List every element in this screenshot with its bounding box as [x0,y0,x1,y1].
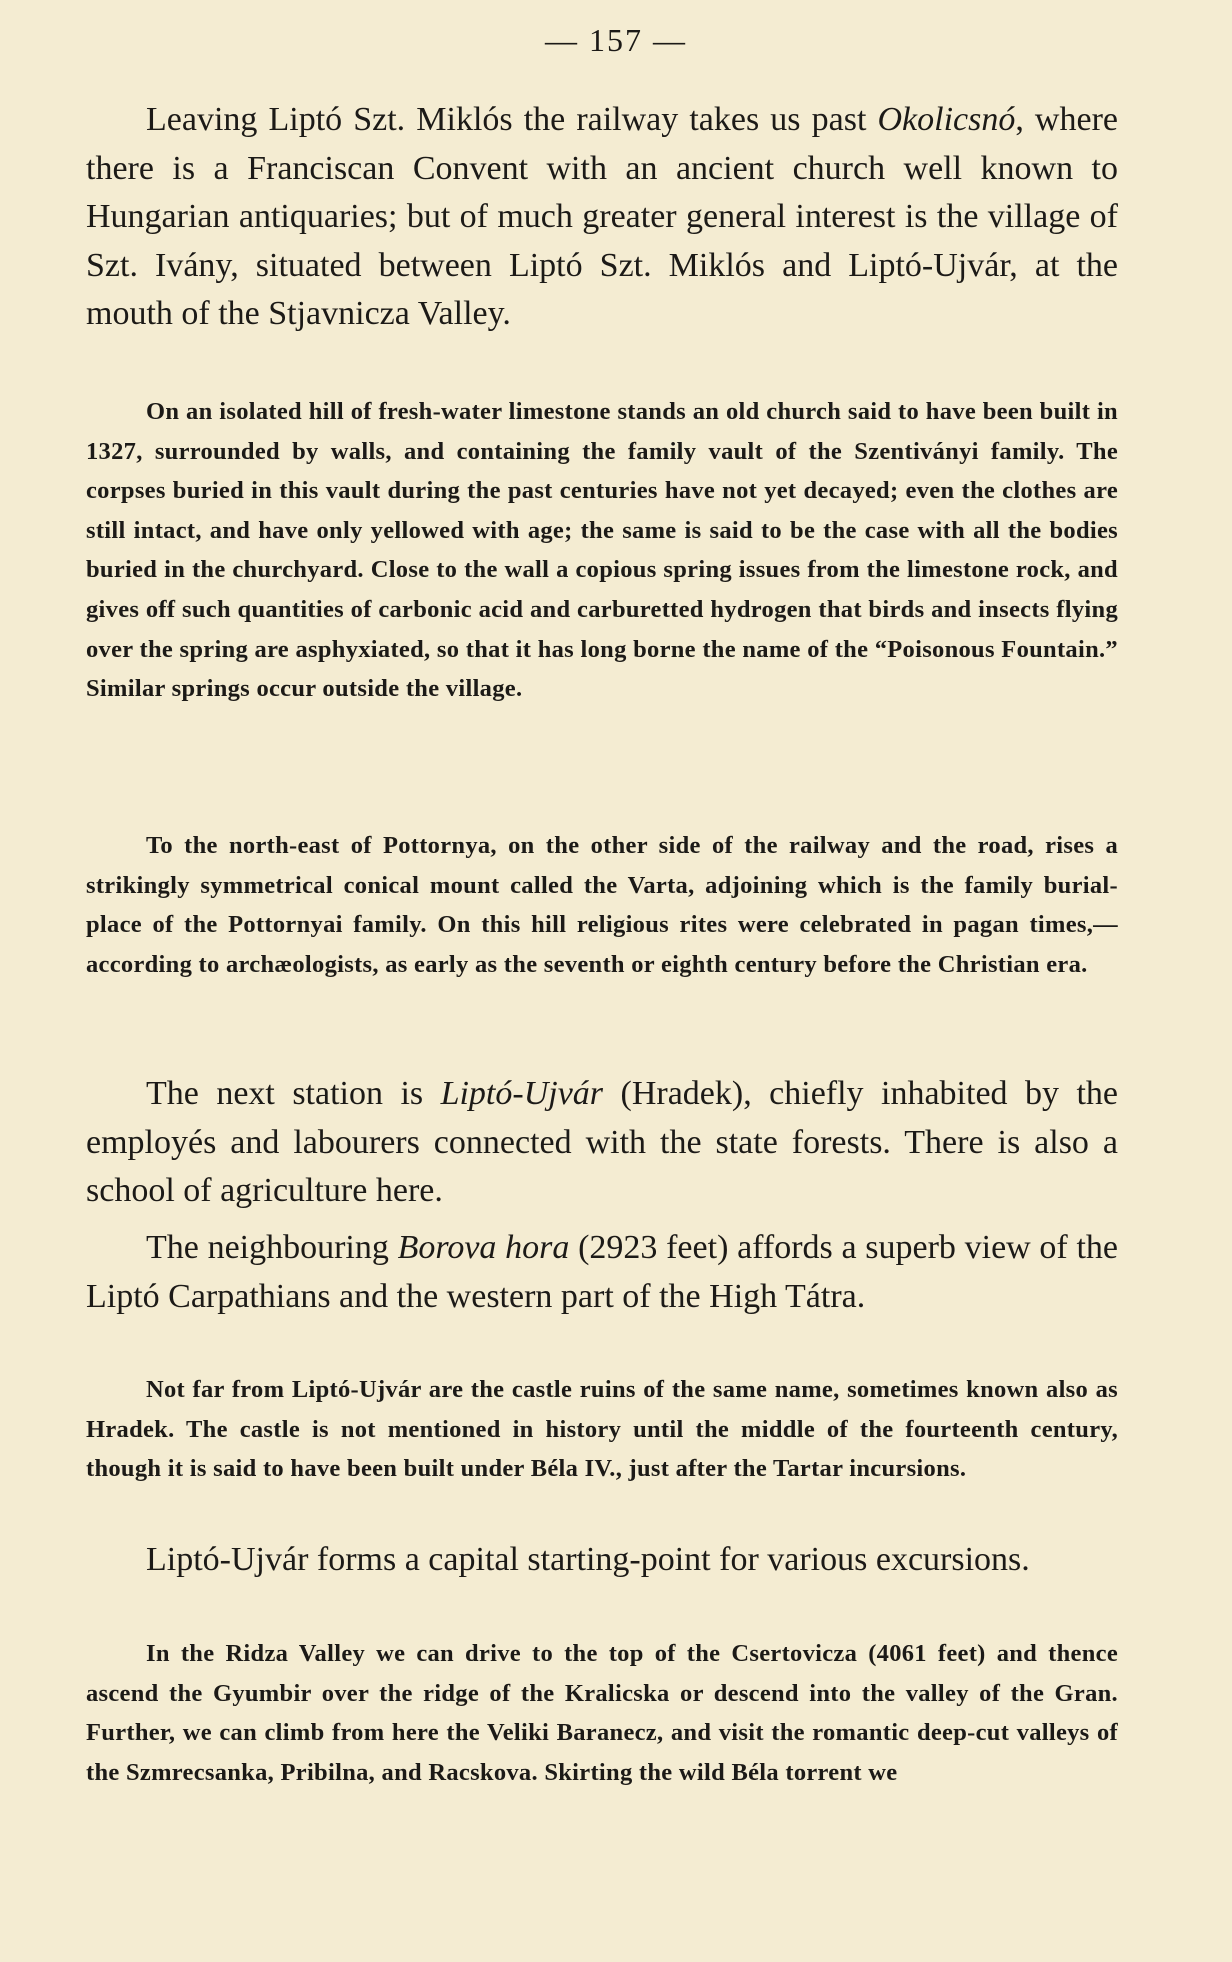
note-text: On an isolated hill of fresh-water limestone stands an old church said to have been built in 1327, surrounded by walls, and containing the family vault of the Szentiványi family. The corpses buried in this vault during the past centuries have not yet decayed; even the clothes are still intact, and have only yellowed with age; the same is said to be the case with all the bodies buried in the churchyard. Close to the wall a copious spring issues from the limestone rock, and gives off such quantities of carbonic acid and carburetted hydrogen that birds and insects flying over the spring are asphyxiated, so that it has long borne the name of the “Poisonous Fountain.” Similar springs occur outside the village. [86,398,1118,703]
paragraph-text: (2923 feet) affords a superb view of the Liptó Carpathians and the western part of the High Tátra. [86,1229,1119,1315]
italic-place-name: Borova hora [397,1229,570,1266]
paragraph-text: The neighbouring [146,1229,398,1266]
note-text: Not far from Liptó-Ujvár are the castle ruins of the same name, sometimes known also as Hradek. The castle is not mentioned in history until the middle of the fourteenth century, though it is said to have been built under Béla IV., just after the Tartar incursions. [86,1376,1118,1483]
paragraph-text: Liptó-Ujvár forms a capital starting-point for various excursions. [146,1541,1030,1578]
note-text: To the north-east of Pottornya, on the other side of the railway and the road, rises a strikingly symmetrical conical mount called the Varta, adjoining which is the family burial-place of the Pottornyai family. On this hill religious rites were celebrated in pagan times,—according to archæologists, as early as the seventh or eighth century before the Christian era. [86,832,1118,978]
paragraph-text: , where there is a Franciscan Convent with an ancient church well known to Hungarian antiquaries; but of much greater general interest is the village of Szt. Ivány, situated between Liptó Szt. Miklós and Liptó-Ujvár, at the mouth of the Stjavnicza Valley. [86,101,1118,332]
paragraph-okolicsno [86,96,1118,339]
note-text: In the Ridza Valley we can drive to the top of the Csertovicza (4061 feet) and thence ascend the Gyumbir over the ridge of the Kralicska or descend into the valley of the Gran. Further, we can climb from here the Veliki Baranecz, and visit the romantic deep-cut valleys of the Szmrecsanka, Pribilna, and Racskova. Skirting the wild Béla torrent we [86,1640,1118,1786]
note-ridza-valley [86,1634,1118,1792]
note-pottornya [86,826,1118,984]
italic-place-name: Liptó-Ujvár [440,1075,604,1112]
paragraph-borova-hora [86,1224,1118,1321]
paragraph-next-station [86,1070,1118,1216]
page-number: — 157 — [545,22,687,58]
paragraph-excursions [86,1536,1118,1585]
note-castle-ruins [86,1370,1118,1489]
paragraph-text: The next station is [146,1075,441,1112]
note-szt-ivany-church [86,392,1118,709]
italic-place-name: Okolicsnó [877,101,1016,138]
paragraph-text: (Hradek), chiefly inhabited by the employés and labourers connected with the state forests. There is also a school of agriculture here. [86,1075,1118,1209]
paragraph-text: Leaving Liptó Szt. Miklós the railway takes us past [146,101,878,138]
